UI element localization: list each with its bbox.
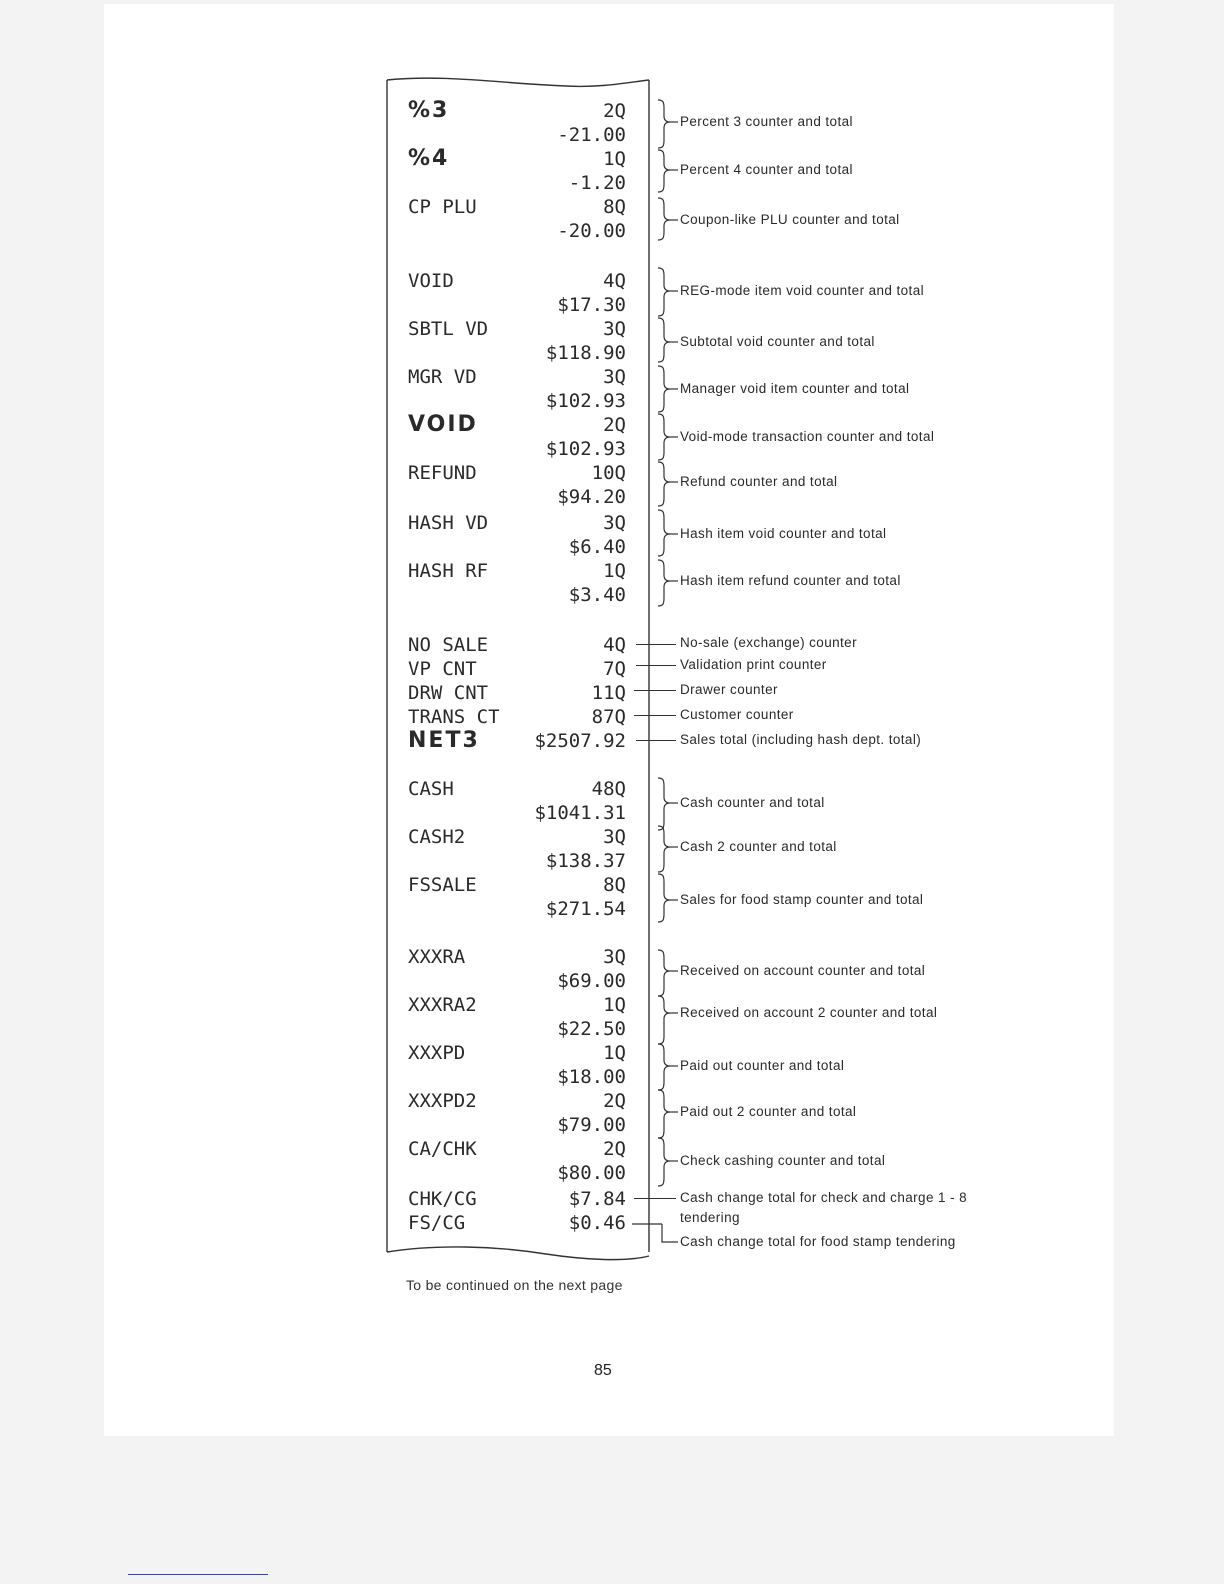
receipt-line-value: $6.40: [568, 536, 626, 558]
receipt-line: [386, 778, 650, 802]
receipt-line: [386, 682, 650, 706]
leader-line: [634, 715, 676, 716]
receipt-line-value: $138.37: [545, 850, 626, 872]
annotation-text: Customer counter: [680, 707, 794, 722]
brace-icon: [656, 558, 678, 608]
annotation-text: Received on account counter and total: [680, 963, 926, 978]
brace-icon: [656, 1042, 678, 1092]
receipt-line-value: $7.84: [568, 1188, 626, 1210]
receipt-line-value: 8Q: [603, 874, 626, 896]
receipt-line-value: 2Q: [603, 1138, 626, 1160]
brace-icon: [656, 994, 678, 1046]
bottom-rule: [128, 1574, 268, 1575]
annotation-text: Cash change total for food stamp tendering: [680, 1234, 956, 1249]
receipt-line: [386, 318, 650, 342]
brace-icon: [656, 460, 678, 508]
annotation-text: Validation print counter: [680, 657, 827, 672]
receipt-line: [386, 1212, 650, 1236]
brace-icon: [656, 1088, 678, 1140]
annotation-text: Manager void item counter and total: [680, 381, 910, 396]
receipt-line: [386, 196, 650, 220]
receipt-line: [386, 148, 650, 172]
annotation-text: Cash 2 counter and total: [680, 839, 837, 854]
receipt-line-label: MGR VD: [408, 366, 477, 388]
receipt-line: [386, 658, 650, 682]
receipt-line-label: SBTL VD: [408, 318, 489, 340]
receipt-line-label: CHK/CG: [408, 1188, 477, 1210]
receipt-line: [386, 1162, 650, 1186]
brace-icon: [656, 196, 678, 242]
receipt-line-value: 2Q: [603, 1090, 626, 1112]
annotation-text: Subtotal void counter and total: [680, 334, 875, 349]
annotation-text: Void-mode transaction counter and total: [680, 429, 935, 444]
annotation-text: Percent 4 counter and total: [680, 162, 853, 177]
receipt-line: [386, 536, 650, 560]
footnote: To be continued on the next page: [406, 1277, 623, 1293]
receipt-line-label: VOID: [408, 270, 454, 292]
receipt-line: [386, 706, 650, 730]
receipt-line: [386, 414, 650, 438]
brace-icon: [656, 266, 678, 318]
receipt-line-value: $22.50: [557, 1018, 626, 1040]
brace-icon: [656, 948, 678, 998]
receipt-line-value: 2Q: [603, 414, 626, 436]
annotation-text: Sales total (including hash dept. total): [680, 732, 922, 747]
receipt-line: [386, 1066, 650, 1090]
receipt-line: [386, 898, 650, 922]
receipt-line-value: $118.90: [545, 342, 626, 364]
receipt-line-value: 4Q: [603, 634, 626, 656]
receipt-line-value: 2Q: [603, 100, 626, 122]
leader-line: [636, 644, 676, 645]
receipt-line-label: VOID: [408, 412, 478, 437]
annotation-text: Cash counter and total: [680, 795, 825, 810]
receipt-line: [386, 366, 650, 390]
receipt-line: [386, 994, 650, 1018]
brace-icon: [656, 148, 678, 194]
receipt-line: [386, 220, 650, 244]
receipt-line: [386, 124, 650, 148]
receipt-line-value: 8Q: [603, 196, 626, 218]
annotation-text: Percent 3 counter and total: [680, 114, 853, 129]
receipt-line: [386, 584, 650, 608]
receipt-line-label: XXXRA2: [408, 994, 477, 1016]
receipt-line-value: $18.00: [557, 1066, 626, 1088]
annotation-text: Coupon-like PLU counter and total: [680, 212, 900, 227]
receipt-line-value: $102.93: [545, 390, 626, 412]
receipt-line-value: 1Q: [603, 560, 626, 582]
receipt-line-value: 10Q: [591, 462, 626, 484]
receipt-line-label: XXXRA: [408, 946, 466, 968]
receipt-line: [386, 462, 650, 486]
receipt-line-label: TRANS CT: [408, 706, 500, 728]
receipt-line-value: 1Q: [603, 1042, 626, 1064]
annotation-text: Check cashing counter and total: [680, 1153, 886, 1168]
receipt-line: [386, 802, 650, 826]
receipt-line-value: $2507.92: [534, 730, 626, 752]
receipt-line: [386, 270, 650, 294]
receipt-line: [386, 1090, 650, 1114]
receipt-line-value: 3Q: [603, 318, 626, 340]
receipt-line: [386, 560, 650, 584]
leader-line: [634, 1198, 676, 1199]
brace-icon: [656, 824, 678, 874]
receipt-line-value: -1.20: [568, 172, 626, 194]
receipt-line: [386, 1114, 650, 1138]
receipt-line-value: 4Q: [603, 270, 626, 292]
annotation-text: Drawer counter: [680, 682, 778, 697]
receipt-line-value: $271.54: [545, 898, 626, 920]
receipt-line: [386, 1042, 650, 1066]
annotation-text: Hash item refund counter and total: [680, 573, 901, 588]
receipt-line-label: FS/CG: [408, 1212, 466, 1234]
annotation-text: Sales for food stamp counter and total: [680, 892, 924, 907]
receipt-line-value: 3Q: [603, 826, 626, 848]
receipt-line-value: 87Q: [591, 706, 626, 728]
annotation-text: Paid out 2 counter and total: [680, 1104, 857, 1119]
receipt-line: [386, 946, 650, 970]
brace-icon: [656, 316, 678, 364]
leader-line: [636, 665, 676, 666]
receipt-line-value: $69.00: [557, 970, 626, 992]
receipt-line-label: FSSALE: [408, 874, 477, 896]
receipt-line: [386, 342, 650, 366]
receipt-line-value: 3Q: [603, 512, 626, 534]
annotation-text: tendering: [680, 1210, 740, 1225]
receipt-line-label: %3: [408, 98, 450, 123]
receipt-line-value: 3Q: [603, 366, 626, 388]
brace-icon: [656, 364, 678, 414]
receipt-line-label: VP CNT: [408, 658, 477, 680]
receipt: [386, 76, 650, 1266]
annotation-text: Cash change total for check and charge 1 - 8: [680, 1190, 968, 1205]
receipt-line: [386, 1138, 650, 1162]
receipt-line-value: 11Q: [591, 682, 626, 704]
receipt-line: [386, 1018, 650, 1042]
receipt-line: [386, 634, 650, 658]
receipt-line: [386, 850, 650, 874]
receipt-line-value: $3.40: [568, 584, 626, 606]
receipt-line: [386, 874, 650, 898]
receipt-line-value: 48Q: [591, 778, 626, 800]
receipt-line-value: $79.00: [557, 1114, 626, 1136]
receipt-line-label: HASH VD: [408, 512, 489, 534]
annotation-text: REG-mode item void counter and total: [680, 283, 925, 298]
receipt-line-value: $80.00: [557, 1162, 626, 1184]
receipt-line-label: %4: [408, 146, 450, 171]
annotation-text: No-sale (exchange) counter: [680, 635, 857, 650]
receipt-line-value: 7Q: [603, 658, 626, 680]
receipt-line: [386, 172, 650, 196]
receipt-line-value: 1Q: [603, 148, 626, 170]
page-number: 85: [594, 1362, 612, 1379]
receipt-line-label: DRW CNT: [408, 682, 489, 704]
receipt-line: [386, 438, 650, 462]
receipt-line-value: $1041.31: [534, 802, 626, 824]
brace-icon: [656, 872, 678, 924]
receipt-line-label: CP PLU: [408, 196, 477, 218]
receipt-line-value: -21.00: [557, 124, 626, 146]
receipt-line: [386, 100, 650, 124]
receipt-line-label: XXXPD2: [408, 1090, 477, 1112]
receipt-line-label: HASH RF: [408, 560, 489, 582]
receipt-line: [386, 730, 650, 754]
annotation-text: Hash item void counter and total: [680, 526, 887, 541]
receipt-line-label: CASH2: [408, 826, 466, 848]
receipt-line-label: REFUND: [408, 462, 477, 484]
receipt-line-label: CASH: [408, 778, 454, 800]
brace-icon: [656, 98, 678, 150]
receipt-line-value: $0.46: [568, 1212, 626, 1234]
receipt-line: [386, 486, 650, 510]
annotation-text: Refund counter and total: [680, 474, 838, 489]
receipt-line: [386, 390, 650, 414]
receipt-line-label: XXXPD: [408, 1042, 466, 1064]
annotation-text: Paid out counter and total: [680, 1058, 845, 1073]
receipt-line: [386, 826, 650, 850]
annotation-text: Received on account 2 counter and total: [680, 1005, 938, 1020]
leader-line: [632, 1220, 682, 1250]
receipt-line-label: NET3: [408, 728, 480, 753]
brace-icon: [656, 508, 678, 558]
receipt-line: [386, 512, 650, 536]
leader-line: [636, 740, 676, 741]
receipt-line-value: $94.20: [557, 486, 626, 508]
receipt-line-value: -20.00: [557, 220, 626, 242]
leader-line: [634, 690, 676, 691]
receipt-line: [386, 1188, 650, 1212]
receipt-line: [386, 970, 650, 994]
receipt-line-label: NO SALE: [408, 634, 489, 656]
receipt-line-value: $102.93: [545, 438, 626, 460]
receipt-line-value: $17.30: [557, 294, 626, 316]
receipt-line: [386, 294, 650, 318]
receipt-line-label: CA/CHK: [408, 1138, 477, 1160]
brace-icon: [656, 1136, 678, 1188]
brace-icon: [656, 412, 678, 462]
receipt-line-value: 3Q: [603, 946, 626, 968]
receipt-line-value: 1Q: [603, 994, 626, 1016]
